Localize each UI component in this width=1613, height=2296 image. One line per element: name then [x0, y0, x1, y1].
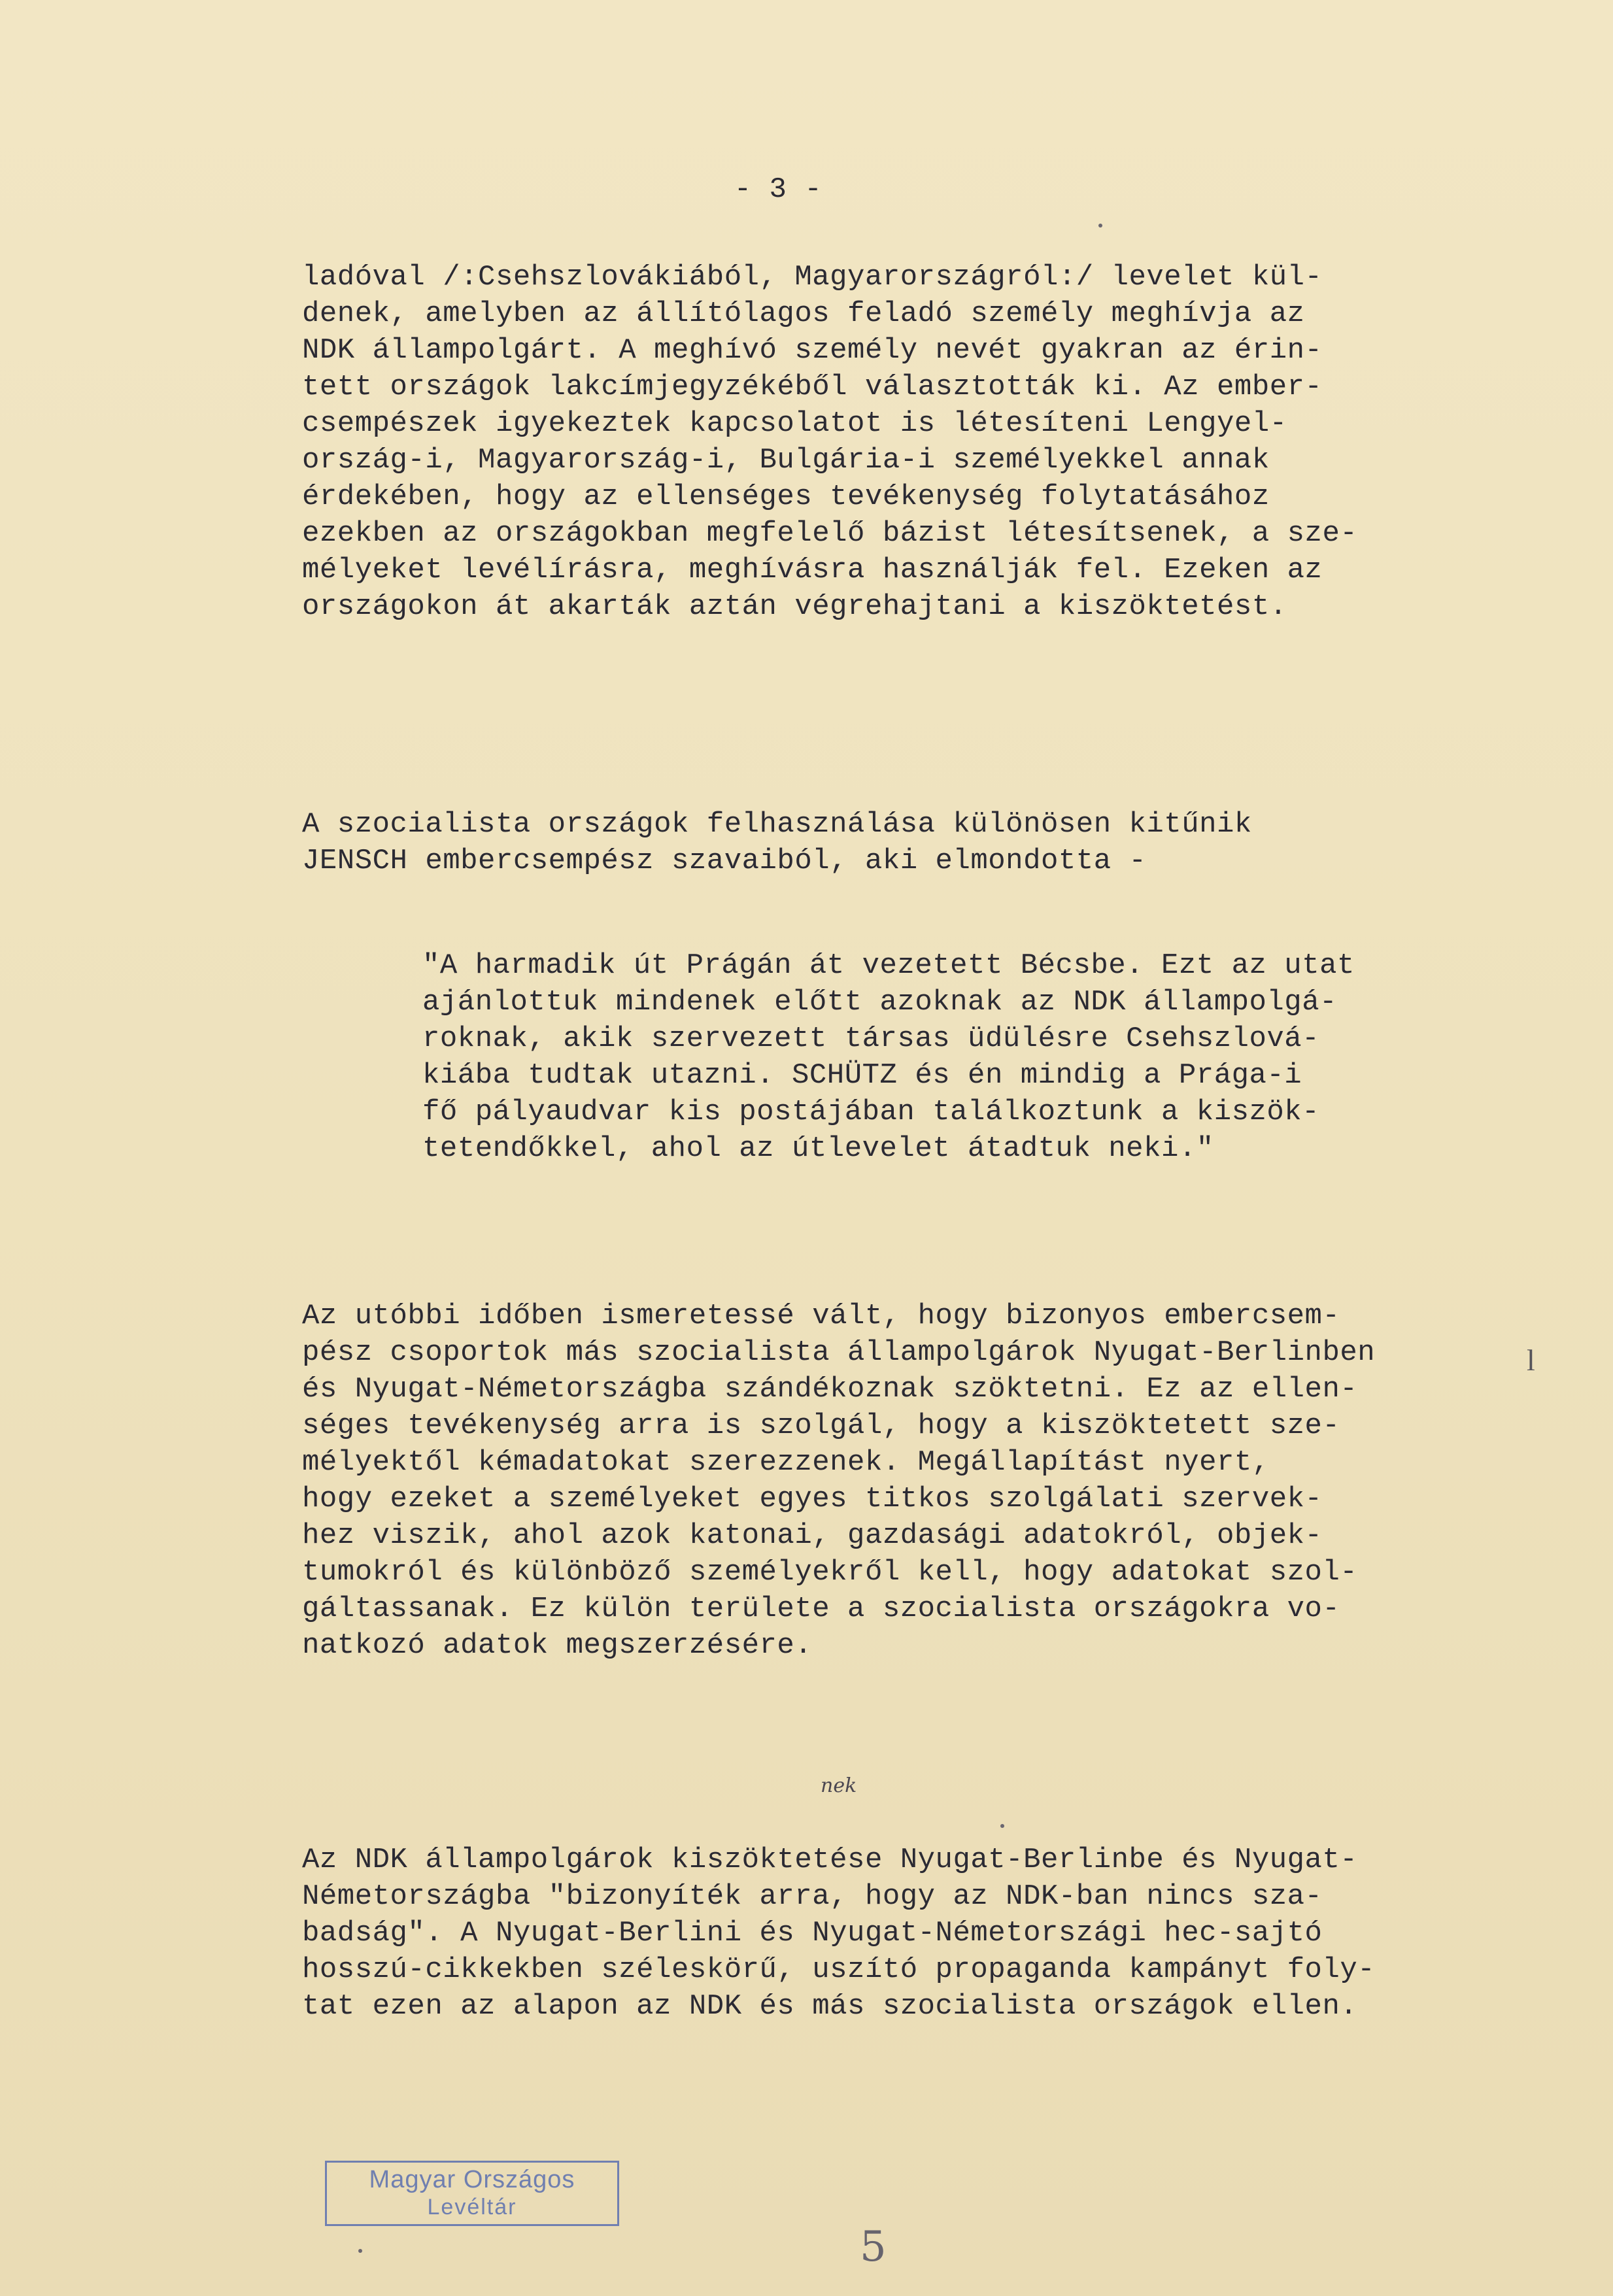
text-line: Az utóbbi időben ismeretessé vált, hogy bizonyos embercsem- — [302, 1300, 1340, 1332]
text-line: badság". A Nyugat-Berlini és Nyugat-Németországi hec-sajtó — [302, 1917, 1323, 1950]
stamp-line-2: Levéltár — [427, 2195, 517, 2220]
text-line: csempészek igyekeztek kapcsolatot is létesíteni Lengyel- — [302, 407, 1287, 440]
text-line: ezekben az országokban megfelelő bázist létesítsenek, a sze- — [302, 517, 1358, 550]
text-line: gáltassanak. Ez külön területe a szocialista országokra vo- — [302, 1593, 1340, 1625]
speck-dot — [1000, 1824, 1004, 1828]
text-line: mélyektől kémadatokat szerezzenek. Megállapítást nyert, — [302, 1446, 1270, 1479]
paragraph-3 — [302, 1298, 1512, 1664]
text-line: Németországba "bizonyíték arra, hogy az NDK-ban nincs sza- — [302, 1880, 1323, 1913]
paragraph-2 — [302, 806, 1512, 879]
text-line: országokon át akarták aztán végrehajtani a kiszöktetést. — [302, 590, 1287, 623]
page-number: - 3 - — [734, 173, 823, 206]
text-line: A szocialista országok felhasználása különösen kitűnik — [302, 808, 1252, 841]
text-line: mélyeket levélírásra, meghívásra használják fel. Ezeken az — [302, 554, 1323, 586]
text-line: hogy ezeket a személyeket egyes titkos szolgálati szervek- — [302, 1483, 1323, 1515]
quote-line: ajánlottuk mindenek előtt azoknak az NDK állampolgá- — [422, 986, 1338, 1019]
stamp-line-1: Magyar Országos — [369, 2166, 575, 2193]
text-line: tett országok lakcímjegyzékéből választották ki. Az ember- — [302, 371, 1323, 403]
text-line: hez viszik, ahol azok katonai, gazdasági adatokról, objek- — [302, 1519, 1323, 1552]
text-line: hosszú-cikkekben széleskörű, uszító propaganda kampányt foly- — [302, 1953, 1376, 1986]
text-line: denek, amelyben az állítólagos feladó személy meghívja az — [302, 297, 1305, 330]
margin-handwritten-mark: l — [1527, 1343, 1535, 1377]
speck-dot — [358, 2249, 362, 2253]
quote-line: kiába tudtak utazni. SCHÜTZ és én mindig a Prága-i — [422, 1059, 1302, 1092]
text-line: natkozó adatok megszerzésére. — [302, 1629, 813, 1662]
paragraph-1 — [302, 259, 1512, 625]
text-line: és Nyugat-Németországba szándékoznak szöktetni. Ez az ellen- — [302, 1373, 1358, 1406]
handwritten-correction: nek — [821, 1774, 857, 1797]
paragraph-4 — [302, 1842, 1512, 2025]
text-line: pész csoportok más szocialista állampolgárok Nyugat-Berlinben — [302, 1336, 1376, 1369]
text-line: NDK állampolgárt. A meghívó személy nevét gyakran az érin- — [302, 334, 1323, 367]
archive-stamp — [325, 2161, 619, 2226]
text-line: tat ezen az alapon az NDK és más szocialista országok ellen. — [302, 1990, 1358, 2023]
quote-line: fő pályaudvar kis postájában találkoztunk a kiszök- — [422, 1096, 1320, 1128]
sheet-number: 5 — [860, 2223, 887, 2271]
block-quote — [422, 947, 1501, 1167]
text-line: ország-i, Magyarország-i, Bulgária-i személyekkel annak — [302, 444, 1270, 477]
quote-line: tetendőkkel, ahol az útlevelet átadtuk neki." — [422, 1132, 1214, 1165]
speck-dot — [1098, 224, 1102, 228]
text-line: tumokról és különböző személyekről kell, hogy adatokat szol- — [302, 1556, 1358, 1589]
text-line: ladóval /:Csehszlovákiából, Magyarországról:/ levelet kül- — [302, 261, 1323, 294]
quote-line: "A harmadik út Prágán át vezetett Bécsbe. Ezt az utat — [422, 949, 1355, 982]
text-line: érdekében, hogy az ellenséges tevékenység folytatásához — [302, 481, 1270, 513]
text-line: Az NDK állampolgárok kiszöktetése Nyugat-Berlinbe és Nyugat- — [302, 1844, 1358, 1876]
quote-line: roknak, akik szervezett társas üdülésre Csehszlová- — [422, 1022, 1320, 1055]
text-line: séges tevékenység arra is szolgál, hogy a kiszöktetett sze- — [302, 1410, 1340, 1442]
text-line: JENSCH embercsempész szavaiból, aki elmondotta - — [302, 845, 1147, 877]
